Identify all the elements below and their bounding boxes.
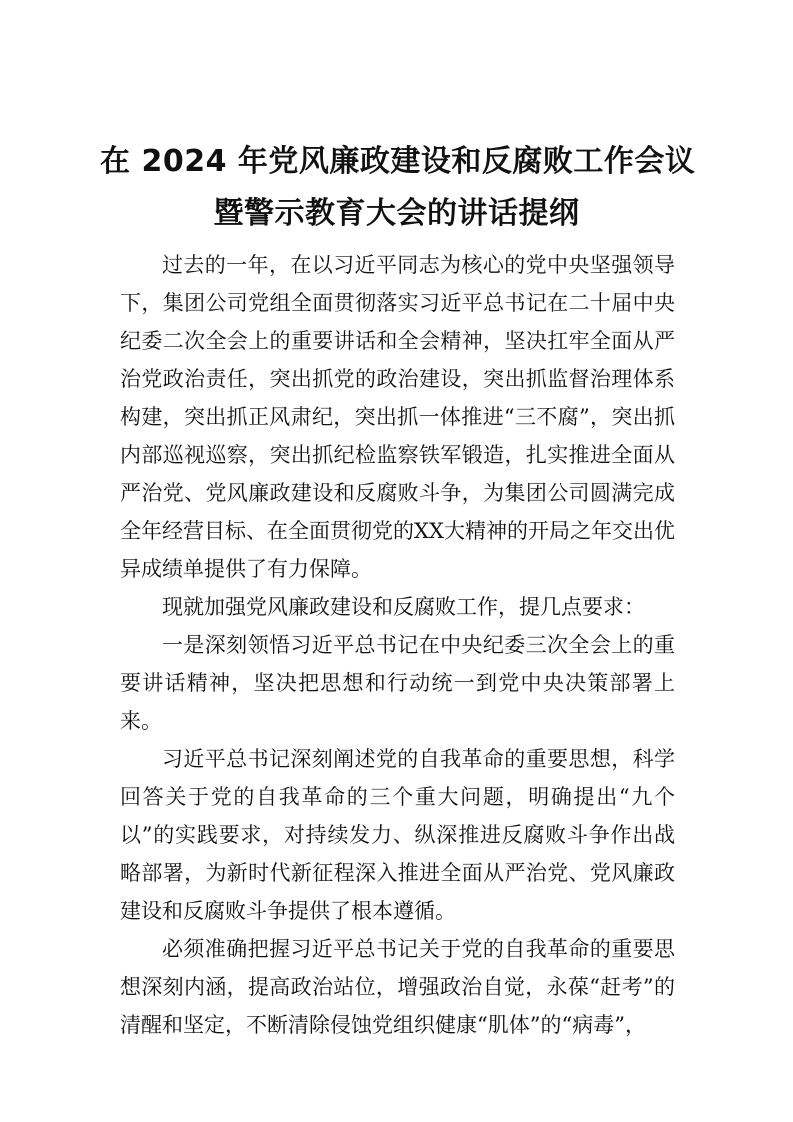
paragraph-point-one: 一是深刻领悟习近平总书记在中央纪委三次全会上的重要讲话精神，坚决把思想和行动统一到党中央决策部署上来。	[120, 633, 675, 733]
title-line-1: 在 2024 年党风廉政建设和反腐败工作会议	[100, 144, 696, 179]
paragraph-requirements-intro: 现就加强党风廉政建设和反腐败工作，提几点要求：	[162, 595, 645, 619]
paragraph-speech-summary: 习近平总书记深刻阐述党的自我革命的重要思想，科学回答关于党的自我革命的三个重大问题，明确提出“九个以”的实践要求，对持续发力、纵深推进反腐败斗争作出战略部署，为新时代新征程深入推进全面从严治党、党风廉政建设和反腐败斗争提供了根本遵循。	[120, 747, 675, 923]
document-body	[120, 246, 675, 1044]
title-line-2: 暨警示教育大会的讲话提纲	[213, 196, 580, 231]
document-title	[100, 136, 696, 240]
paragraph-grasp-connotation: 必须准确把握习近平总书记关于党的自我革命的重要思想深刻内涵，提高政治站位，增强政治自觉，永葆“赶考”的清醒和坚定，不断清除侵蚀党组织健康“肌体”的“病毒”，	[120, 937, 675, 1037]
paragraph-review: 过去的一年，在以习近平同志为核心的党中央坚强领导下，集团公司党组全面贯彻落实习近平总书记在二十届中央纪委二次全会上的重要讲话和全会精神，坚决扛牢全面从严治党政治责任，突出抓党的政治建设，突出抓监督治理体系构建，突出抓正风肃纪，突出抓一体推进“三不腐”，突出抓内部巡视巡察，突出抓纪检监察铁军锻造，扎实推进全面从严治党、党风廉政建设和反腐败斗争，为集团公司圆满完成全年经营目标、在全面贯彻党的XX大精神的开局之年交出优异成绩单提供了有力保障。	[120, 253, 675, 581]
